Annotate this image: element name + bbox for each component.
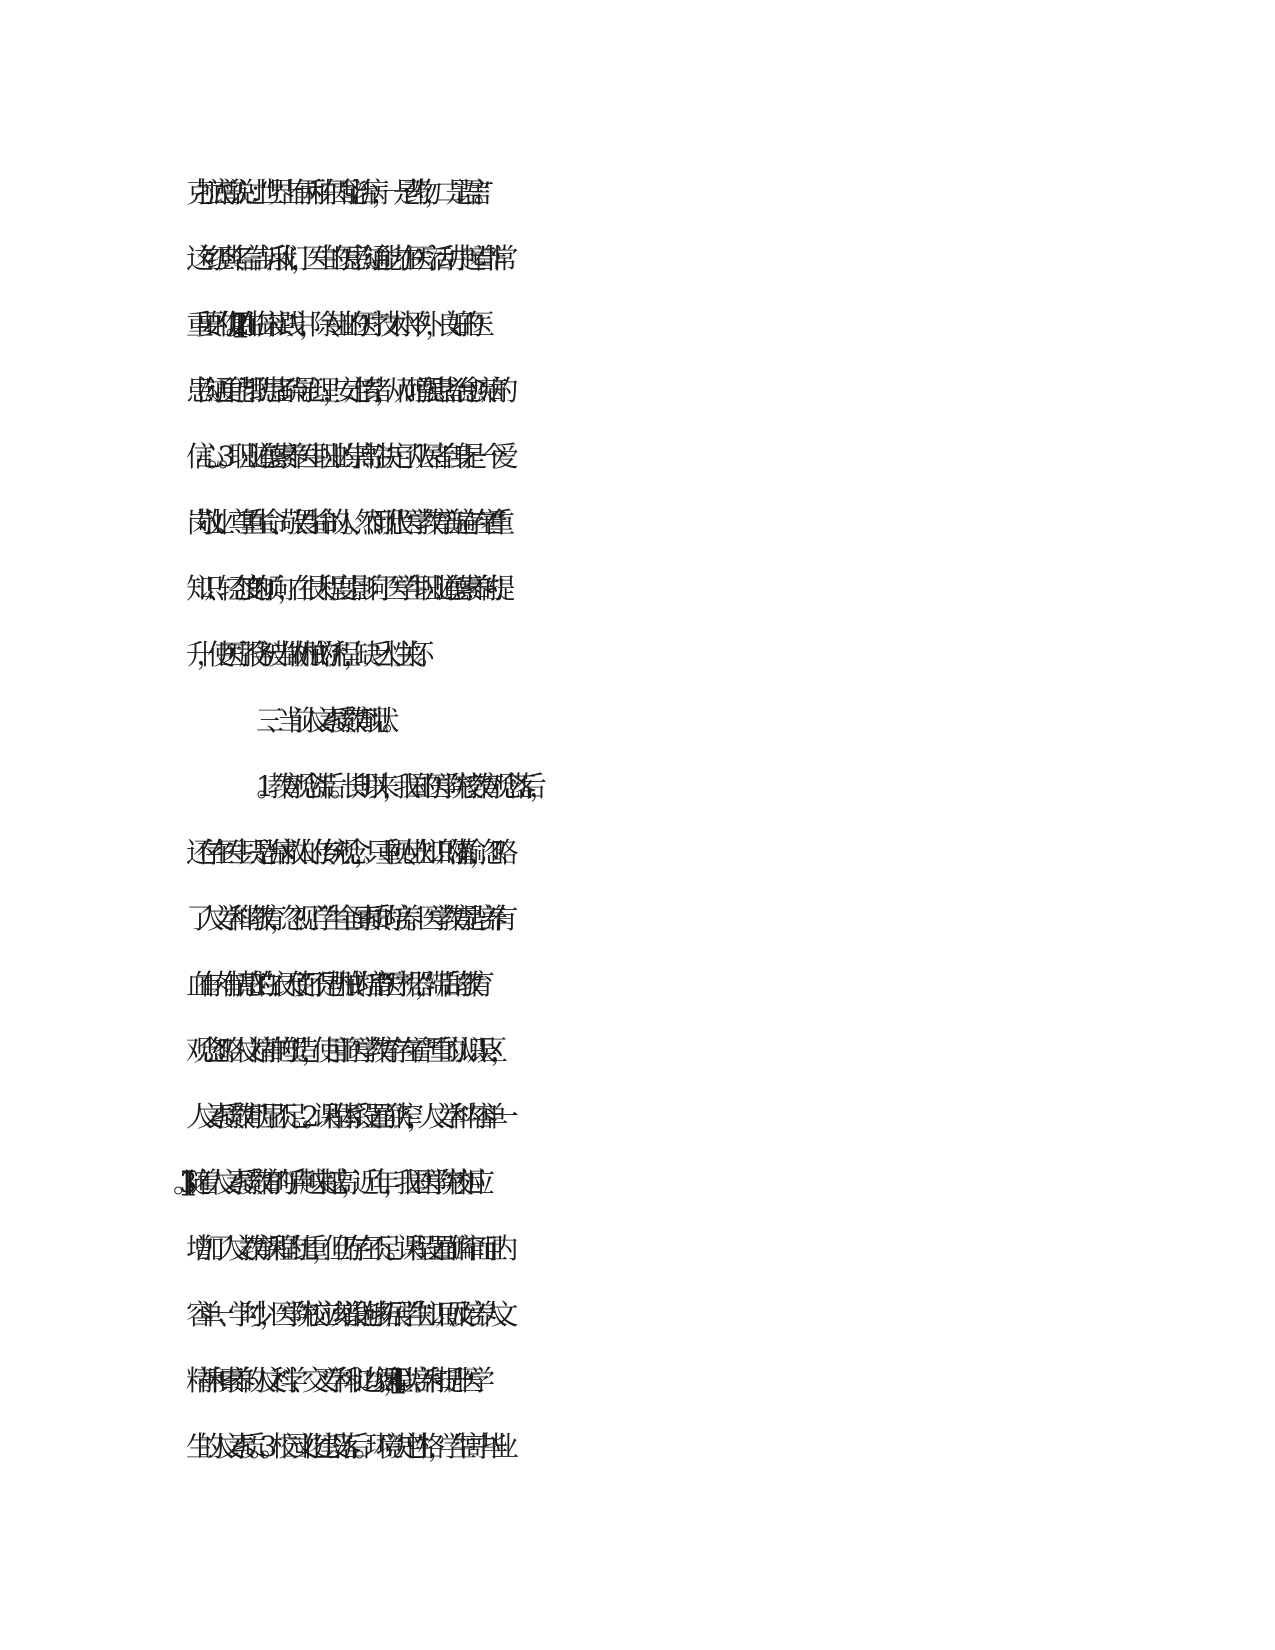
paragraph-line: 升，使医疗服务被当做机械的流程，缺乏人性关怀。	[186, 638, 428, 671]
paragraph-line: 血有肉有情感的“白衣天使”而不是机械的培育“医疗机器”，滞后的教育	[186, 968, 478, 1001]
paragraph-line: [3]。随着人文素质教育的呼声越来越高，近几年，我国医学院校相应	[186, 1166, 478, 1199]
paragraph-line: 观念忽略人文精神的塑造，使目前医学教育存在着严重的认识误区，	[186, 1034, 502, 1067]
paragraph-line: 生的人文素质。3。校园文化建设落后。环境决定性格，学生高中毕业	[186, 1430, 502, 1463]
paragraph-line: 重要的作用[2]。在临床实践中，除专业的医疗技术水平外，良好的医	[186, 308, 478, 341]
paragraph-line: 还存在医生只是治病救人的传统观念，只重视专业知识的灌输，忽略	[186, 836, 502, 869]
paragraph-line: 克拉底曾说过：“世界上有两种东西能治病，一是药物，二是语言”。	[186, 176, 485, 209]
paragraph-line-indented: 三、当前人文素质教育现状。	[256, 704, 393, 737]
paragraph-line: 岗敬业、尊重生命、敬畏生命的人。然而现代医学教育普遍存在着“重	[186, 506, 498, 539]
body-text	[186, 160, 1086, 1480]
paragraph-line-indented: 1。教育观念滞后。长期以来，我国的医学院校教育观念落后，	[256, 770, 540, 803]
paragraph-line: 信心。3。职业道德素养医生职业的崇高性决定了从医者自身是一个爱	[186, 440, 502, 473]
paragraph-line: 患沟通更能帮助患者疏导心理，安定情绪，从而增强患者治愈疾病的	[186, 374, 502, 407]
paragraph-line: 了人文学科的教育，忽视了学生全面素质的培养。医学教育是培养有	[186, 902, 502, 935]
paragraph-line: 知识、轻态度”的倾向，在很大程度上影响了医学生职业道德素养的提	[186, 572, 498, 605]
paragraph-line: 这句经典名言告诉我们，医生的医患沟通能力在医疗活动中起着非常	[186, 242, 502, 275]
paragraph-line: 精神和素养的人文科学、交叉学科和边缘课程[4]，以培养和提升医学	[186, 1364, 478, 1397]
paragraph-line: 增加了人文教育课程的比重，但仍存在不足。课程设置面偏窄而且内	[186, 1232, 502, 1265]
paragraph-line: 容单一、学时少，医学院校应该增设能够拓展学生知识面及培养人文	[186, 1298, 502, 1331]
paragraph-line: 人文素质教育明显不足。2。课程体系设置面狭窄，人文学科内容单一	[186, 1100, 502, 1133]
